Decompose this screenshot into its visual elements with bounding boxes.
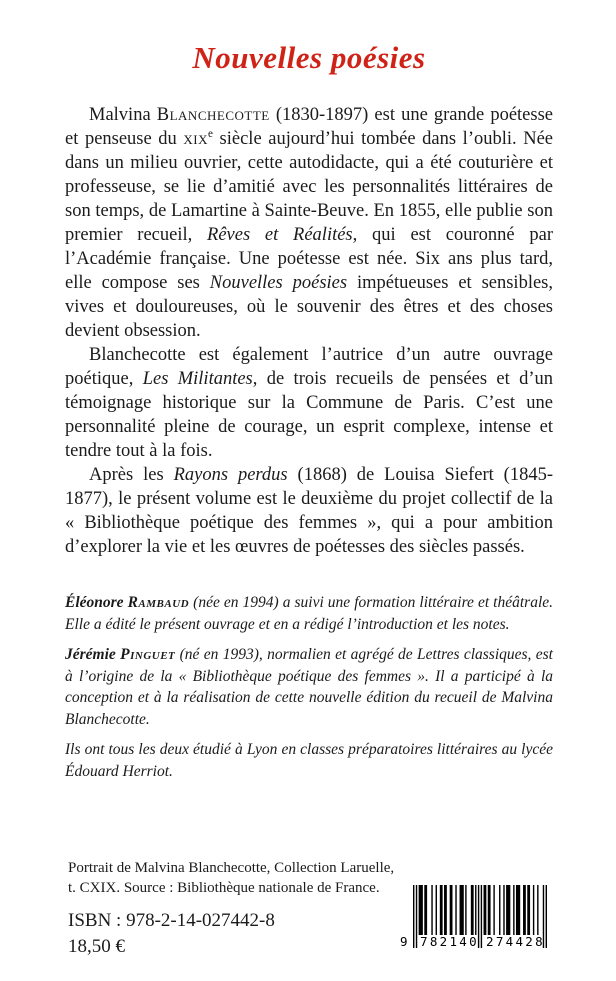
price-text: 18,50 € [68,936,125,957]
body-paragraphs [65,103,553,559]
credit-line-1: Portrait de Malvina Blanchecotte, Collection Laruelle, [68,860,395,876]
text-run: Nouvelles poésies [209,273,348,293]
text-run: Malvina [89,105,157,125]
text-run: Blanchecotte est également l’autrice d’un autre ouvrage poétique, [65,345,553,389]
credit-line-2: t. CXIX. Source : Bibliothèque nationale de France. [68,880,380,896]
body-paragraph [65,343,553,463]
bio-paragraph [65,739,553,782]
text-run: Rayons perdus [173,465,288,485]
book-title: Nouvelles poésies [192,40,426,75]
text-run: (né en 1993), normalien et agrégé de Lettres classiques, est à l’origine de la « Bibliothèque poétique des femmes ». Il a participé à la conception et à la réalisation de cette nouvelle édition du recueil de Malvina Blanchecotte. [65,646,553,728]
text-run: (1868) de Louisa Siefert (1845-1877), le présent volume est le deuxième du projet collectif de la « Bibliothèque poétique des femmes », qui a pour ambition d’explorer la vie et les œuvres de poétesses des siècles passés. [65,465,553,557]
text-run: Rambaud [127,594,190,611]
text-run: siècle aujourd’hui tombée dans l’oubli. Née dans un milieu ouvrier, cette autodidacte, qui a été couturière et professeuse, se lie d’amitié avec les personnalités littéraires de son temps, de Lamartine à Sainte-Beuve. En 1855, elle publie son premier recueil, [65,129,553,245]
text-run: Éléonore [65,594,128,611]
barcode-digits-left: 782140 [420,934,479,949]
photo-credit [68,858,413,898]
text-run: Après les [89,465,174,485]
text-run: Jérémie [65,646,121,663]
body-paragraph [65,463,553,559]
text-run: , de trois recueils de pensées et d’un témoignage historique sur la Commune de Paris. C’est une personnalité pleine de courage, un esprit complexe, intense et tendre tout à la fois. [65,369,553,461]
text-run: (1830-1897) est une grande poétesse et penseuse du [65,105,554,149]
text-run: e [208,127,213,140]
barcode-digit-first: 9 [400,934,408,949]
text-run: Pinguet [120,646,176,663]
text-run: Ils ont tous les deux étudié à Lyon en classes préparatoires littéraires au lycée Édouard Herriot. [65,741,553,780]
bio-paragraph [65,644,553,730]
barcode-digits-right: 274428 [486,934,545,949]
text-run: Rêves et Réalités [207,225,353,245]
bio-paragraph [65,592,553,635]
text-run: , qui est couronné par l’Académie française. Une poétesse est née. Six ans plus tard, elle compose ses [65,225,553,293]
author-bios [65,592,553,782]
footer-block [68,858,413,958]
body-paragraph [65,103,553,343]
text-run: Les Militantes [142,369,253,389]
ean13-barcode [400,885,547,949]
text-run: Blanchecotte [156,105,270,125]
isbn-text: ISBN : 978-2-14-027442-8 [68,910,275,931]
text-run: (née en 1994) a suivi une formation littéraire et théâtrale. Elle a édité le présent ouvrage et en a rédigé l’introduction et les notes. [65,594,553,633]
text-run: xix [183,129,209,149]
text-run: impétueuses et sensibles, vives et douloureuses, où le souvenir des êtres et des choses devient obsession. [65,273,553,341]
